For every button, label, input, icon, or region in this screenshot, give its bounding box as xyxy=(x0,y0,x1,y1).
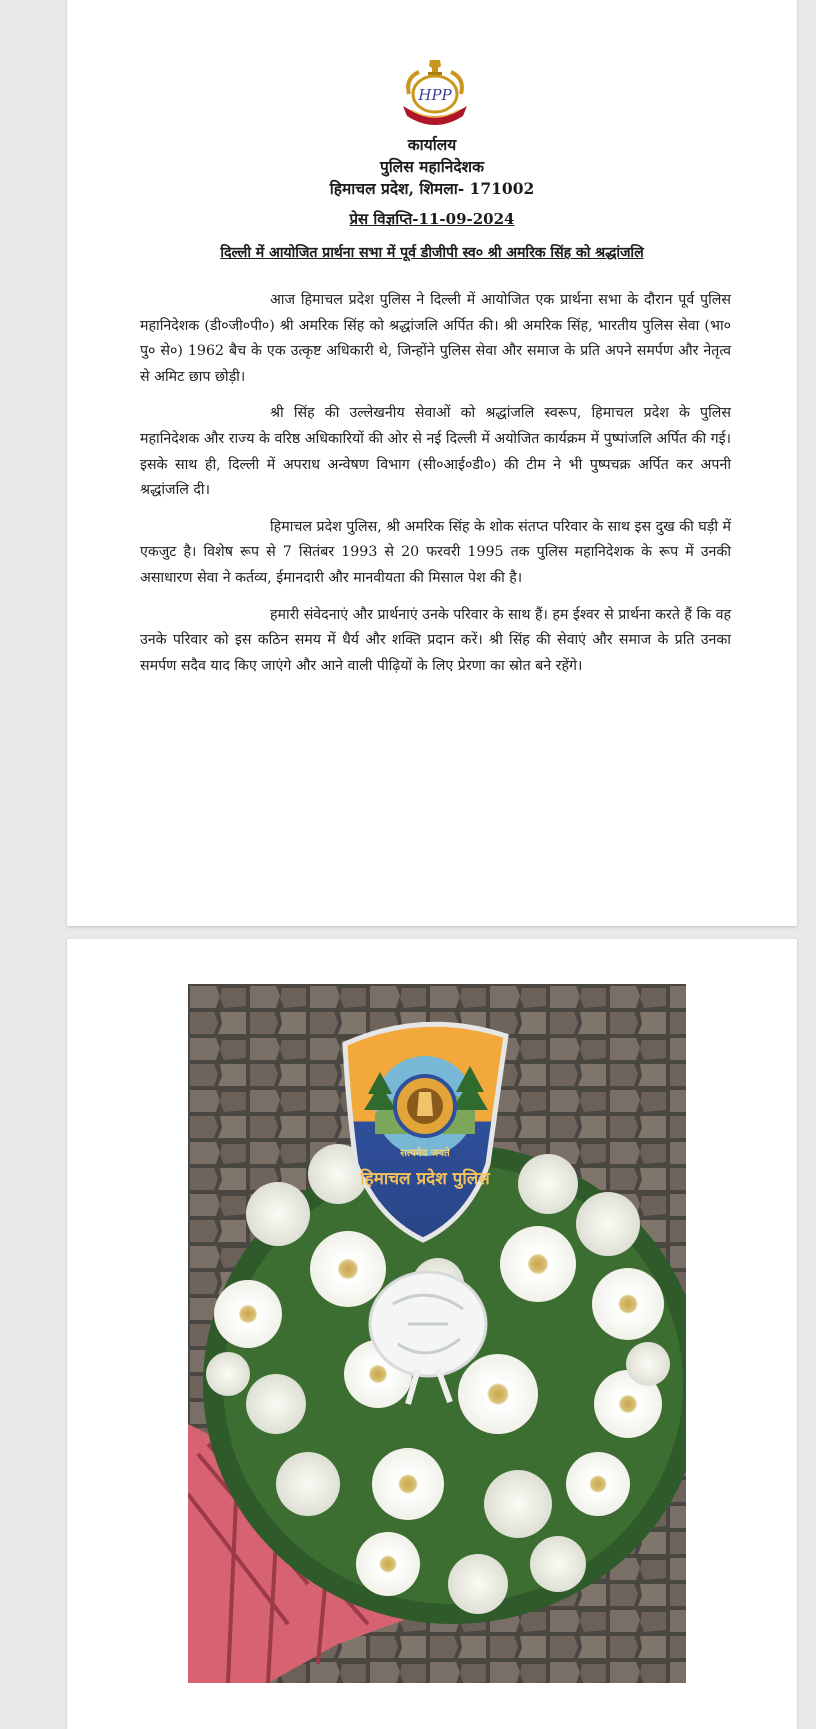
shield-name: हिमाचल प्रदेश पुलिस xyxy=(360,1169,490,1189)
designation-title: पुलिस महानिदेशक xyxy=(379,157,484,176)
office-title: कार्यालय xyxy=(407,135,457,154)
document-page-1 xyxy=(67,0,797,926)
emblem-letters: HPP xyxy=(418,86,452,104)
body-paragraph: श्री सिंह की उल्लेखनीय सेवाओं को श्रद्धांजलि स्वरूप, हिमाचल प्रदेश के पुलिस महानिदेशक और राज्य के वरिष्ठ अधिकारियों की ओर से नई दिल्ली में अयोजित कार्यक्रम में पुष्पांजलि अर्पित की गई। इसके साथ ही, दिल्ली में अपराध अन्वेषण विभाग (सी०आई०डी०) की टीम ने भी पुष्पचक्र अर्पित कर अपनी श्रद्धांजलि दी। xyxy=(140,405,731,499)
wreath-photo xyxy=(188,984,686,1683)
hp-police-emblem-icon xyxy=(397,56,473,132)
press-headline: दिल्ली में आयोजित प्रार्थना सभा में पूर्व डीजीपी स्व० श्री अमरिक सिंह को श्रद्धांजलि xyxy=(220,245,644,261)
press-body xyxy=(140,288,731,690)
body-paragraph: हिमाचल प्रदेश पुलिस, श्री अमरिक सिंह के शोक संतप्त परिवार के साथ इस दुख की घड़ी में एकजुट है। विशेष रूप से 7 सितंबर 1993 से 20 फरवरी 1995 तक पुलिस महानिदेशक के रूप में उनकी असाधारण सेवा ने कर्तव्य, ईमानदारी और मानवीयता की मिसाल पेश की है। xyxy=(140,518,731,586)
shield-motto: सत्यमेव जयते xyxy=(400,1148,450,1159)
body-paragraph: हमारी संवेदनाएं और प्रार्थनाएं उनके परिवार के साथ हैं। हम ईश्वर से प्रार्थना करते हैं कि वह उनके परिवार को इस कठिन समय में धैर्य और शक्ति प्रदान करें। श्री सिंह की सेवाएं और समाज के प्रति उनका समर्पण सदैव याद किए जाएंगे और आने वाली पीढ़ियों के लिए प्रेरणा का स्रोत बने रहेंगे। xyxy=(140,606,731,674)
office-address: हिमाचल प्रदेश, शिमला- 171002 xyxy=(329,179,535,198)
document-page-2 xyxy=(67,939,797,1729)
press-release-date: प्रेस विज्ञप्ति-11-09-2024 xyxy=(349,210,515,228)
body-paragraph: आज हिमाचल प्रदेश पुलिस ने दिल्ली में आयोजित एक प्रार्थना सभा के दौरान पूर्व पुलिस महानिदेशक (डी०जी०पी०) श्री अमरिक सिंह को श्रद्धांजलि अर्पित की। श्री अमरिक सिंह, भारतीय पुलिस सेवा (भा० पु० से०) 1962 बैच के एक उत्कृष्ट अधिकारी थे, जिन्होंने पुलिस सेवा और समाज के प्रति अपने समर्पण और नेतृत्व से अमिट छाप छोड़ी। xyxy=(140,292,731,385)
